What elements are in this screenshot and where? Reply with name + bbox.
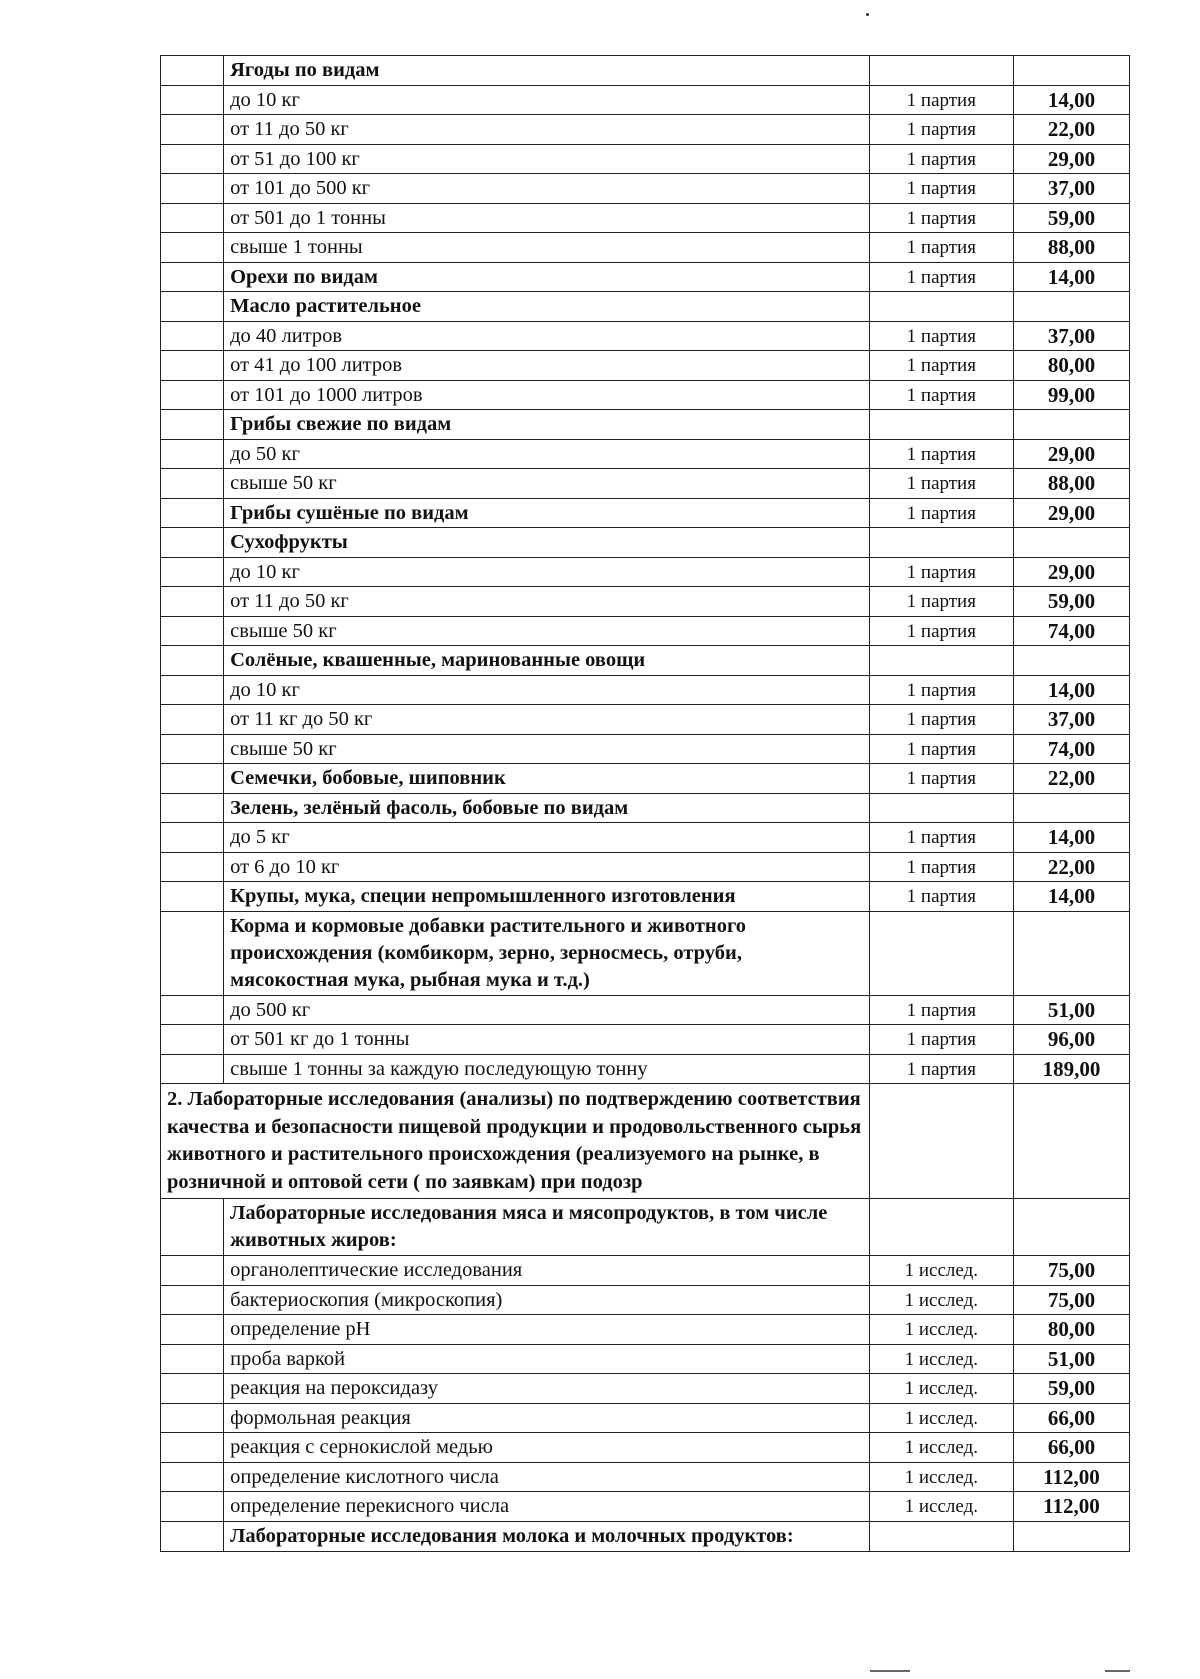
number-cell (161, 1374, 224, 1404)
price-row (161, 439, 1130, 469)
item-name: реакция с сернокислой медью (224, 1433, 870, 1463)
number-cell (161, 262, 224, 292)
item-name: до 10 кг (224, 557, 870, 587)
unit-cell-empty (869, 646, 1013, 676)
number-cell (161, 1462, 224, 1492)
number-cell (161, 882, 224, 912)
number-cell (161, 823, 224, 853)
price-cell: 96,00 (1013, 1025, 1129, 1055)
number-cell (161, 764, 224, 794)
unit-cell-empty (869, 1084, 1013, 1199)
number-cell (161, 1025, 224, 1055)
unit-cell: 1 партия (869, 852, 1013, 882)
price-cell: 14,00 (1013, 823, 1129, 853)
price-cell: 37,00 (1013, 174, 1129, 204)
price-cell: 59,00 (1013, 203, 1129, 233)
price-cell: 80,00 (1013, 351, 1129, 381)
price-row (161, 557, 1130, 587)
price-row (161, 1256, 1130, 1286)
unit-cell: 1 партия (869, 174, 1013, 204)
item-name: свыше 1 тонны за каждую последующую тонну (224, 1054, 870, 1084)
category-name: Сухофрукты (224, 528, 870, 558)
scan-artifact (1105, 1670, 1130, 1672)
price-cell-empty (1013, 292, 1129, 322)
unit-cell: 1 партия (869, 321, 1013, 351)
price-cell: 189,00 (1013, 1054, 1129, 1084)
price-row (161, 1433, 1130, 1463)
number-cell (161, 1433, 224, 1463)
price-cell: 29,00 (1013, 439, 1129, 469)
number-cell (161, 56, 224, 86)
price-row (161, 380, 1130, 410)
item-name: от 101 до 1000 литров (224, 380, 870, 410)
number-cell (161, 233, 224, 263)
item-name: бактериоскопия (микроскопия) (224, 1285, 870, 1315)
category-row (161, 1521, 1130, 1551)
item-name: формольная реакция (224, 1403, 870, 1433)
price-cell: 112,00 (1013, 1462, 1129, 1492)
section-row (161, 1084, 1130, 1199)
price-cell-empty (1013, 56, 1129, 86)
item-name: до 500 кг (224, 995, 870, 1025)
item-name: от 11 до 50 кг (224, 115, 870, 145)
number-cell (161, 1403, 224, 1433)
price-row (161, 351, 1130, 381)
item-name: свыше 50 кг (224, 616, 870, 646)
unit-cell: 1 партия (869, 85, 1013, 115)
unit-cell: 1 исслед. (869, 1344, 1013, 1374)
number-cell (161, 1492, 224, 1522)
item-name: органолептические исследования (224, 1256, 870, 1286)
category-row (161, 528, 1130, 558)
price-cell-empty (1013, 410, 1129, 440)
number-cell (161, 321, 224, 351)
number-cell (161, 911, 224, 995)
category-row (161, 56, 1130, 86)
price-cell-empty (1013, 911, 1129, 995)
item-name: свыше 50 кг (224, 469, 870, 499)
number-cell (161, 1199, 224, 1256)
price-row (161, 1374, 1130, 1404)
price-cell: 14,00 (1013, 675, 1129, 705)
number-cell (161, 675, 224, 705)
item-name: Крупы, мука, специи непромышленного изготовления (224, 882, 870, 912)
unit-cell: 1 партия (869, 705, 1013, 735)
number-cell (161, 734, 224, 764)
item-name: от 51 до 100 кг (224, 144, 870, 174)
price-row (161, 995, 1130, 1025)
category-row (161, 1199, 1130, 1256)
price-cell: 29,00 (1013, 557, 1129, 587)
price-row (161, 675, 1130, 705)
item-name: до 40 литров (224, 321, 870, 351)
number-cell (161, 380, 224, 410)
category-row (161, 793, 1130, 823)
item-name: от 11 до 50 кг (224, 587, 870, 617)
number-cell (161, 115, 224, 145)
unit-cell-empty (869, 1521, 1013, 1551)
price-cell: 37,00 (1013, 321, 1129, 351)
price-row (161, 321, 1130, 351)
item-name: свыше 50 кг (224, 734, 870, 764)
unit-cell-empty (869, 292, 1013, 322)
item-name: от 501 кг до 1 тонны (224, 1025, 870, 1055)
price-row (161, 1285, 1130, 1315)
item-name: до 5 кг (224, 823, 870, 853)
item-name: от 41 до 100 литров (224, 351, 870, 381)
price-row (161, 705, 1130, 735)
item-name: Орехи по видам (224, 262, 870, 292)
number-cell (161, 646, 224, 676)
category-name: Грибы свежие по видам (224, 410, 870, 440)
category-name: Корма и кормовые добавки растительного и животного происхождения (комбикорм, зерно, зерносмесь, отруби, мясокостная мука, рыбная мука и т.д.) (224, 911, 870, 995)
unit-cell: 1 исслед. (869, 1285, 1013, 1315)
number-cell (161, 410, 224, 440)
unit-cell: 1 партия (869, 823, 1013, 853)
item-name: от 11 кг до 50 кг (224, 705, 870, 735)
price-cell: 99,00 (1013, 380, 1129, 410)
price-cell-empty (1013, 1521, 1129, 1551)
price-row (161, 174, 1130, 204)
price-cell: 14,00 (1013, 882, 1129, 912)
item-name: от 501 до 1 тонны (224, 203, 870, 233)
price-cell: 59,00 (1013, 1374, 1129, 1404)
unit-cell: 1 партия (869, 115, 1013, 145)
number-cell (161, 1521, 224, 1551)
price-cell: 80,00 (1013, 1315, 1129, 1345)
unit-cell: 1 партия (869, 587, 1013, 617)
unit-cell-empty (869, 1199, 1013, 1256)
unit-cell: 1 партия (869, 995, 1013, 1025)
number-cell (161, 528, 224, 558)
price-row (161, 144, 1130, 174)
unit-cell: 1 партия (869, 351, 1013, 381)
unit-cell: 1 партия (869, 675, 1013, 705)
number-cell (161, 705, 224, 735)
category-name: Масло растительное (224, 292, 870, 322)
category-row (161, 410, 1130, 440)
price-table (160, 55, 1130, 1552)
unit-cell: 1 партия (869, 469, 1013, 499)
price-row (161, 469, 1130, 499)
price-cell: 51,00 (1013, 1344, 1129, 1374)
price-cell: 29,00 (1013, 498, 1129, 528)
item-name: Грибы сушёные по видам (224, 498, 870, 528)
unit-cell: 1 партия (869, 262, 1013, 292)
price-cell: 22,00 (1013, 764, 1129, 794)
number-cell (161, 203, 224, 233)
price-row (161, 882, 1130, 912)
price-row (161, 233, 1130, 263)
price-cell: 14,00 (1013, 262, 1129, 292)
category-row (161, 646, 1130, 676)
price-row (161, 1403, 1130, 1433)
price-cell: 74,00 (1013, 616, 1129, 646)
number-cell (161, 469, 224, 499)
unit-cell-empty (869, 56, 1013, 86)
unit-cell: 1 партия (869, 764, 1013, 794)
number-cell (161, 351, 224, 381)
price-cell: 66,00 (1013, 1433, 1129, 1463)
price-row (161, 1054, 1130, 1084)
unit-cell: 1 партия (869, 233, 1013, 263)
category-name: Ягоды по видам (224, 56, 870, 86)
price-row (161, 1315, 1130, 1345)
price-row (161, 764, 1130, 794)
number-cell (161, 1256, 224, 1286)
unit-cell: 1 партия (869, 1025, 1013, 1055)
price-cell-empty (1013, 528, 1129, 558)
number-cell (161, 616, 224, 646)
price-cell: 74,00 (1013, 734, 1129, 764)
unit-cell: 1 партия (869, 882, 1013, 912)
number-cell (161, 1285, 224, 1315)
price-cell-empty (1013, 793, 1129, 823)
price-table-body (161, 56, 1130, 1552)
price-row (161, 852, 1130, 882)
category-row (161, 911, 1130, 995)
category-name: Лабораторные исследования мяса и мясопродуктов, в том числе животных жиров: (224, 1199, 870, 1256)
price-row (161, 616, 1130, 646)
unit-cell: 1 исслед. (869, 1315, 1013, 1345)
price-row (161, 1025, 1130, 1055)
unit-cell: 1 партия (869, 1054, 1013, 1084)
item-name: до 10 кг (224, 85, 870, 115)
scan-speck (866, 13, 869, 16)
unit-cell: 1 партия (869, 380, 1013, 410)
number-cell (161, 174, 224, 204)
category-name: Зелень, зелёный фасоль, бобовые по видам (224, 793, 870, 823)
number-cell (161, 498, 224, 528)
price-cell: 29,00 (1013, 144, 1129, 174)
unit-cell: 1 исслед. (869, 1433, 1013, 1463)
number-cell (161, 587, 224, 617)
unit-cell: 1 исслед. (869, 1462, 1013, 1492)
item-name: от 101 до 500 кг (224, 174, 870, 204)
price-row (161, 823, 1130, 853)
item-name: реакция на пероксидазу (224, 1374, 870, 1404)
price-cell: 88,00 (1013, 469, 1129, 499)
price-row (161, 1344, 1130, 1374)
unit-cell: 1 исслед. (869, 1492, 1013, 1522)
category-name: Лабораторные исследования молока и молочных продуктов: (224, 1521, 870, 1551)
price-cell: 88,00 (1013, 233, 1129, 263)
price-cell: 112,00 (1013, 1492, 1129, 1522)
item-name: определение кислотного числа (224, 1462, 870, 1492)
number-cell (161, 995, 224, 1025)
unit-cell: 1 партия (869, 498, 1013, 528)
price-cell-empty (1013, 646, 1129, 676)
unit-cell: 1 исслед. (869, 1374, 1013, 1404)
price-cell: 75,00 (1013, 1285, 1129, 1315)
price-cell: 75,00 (1013, 1256, 1129, 1286)
price-cell-empty (1013, 1199, 1129, 1256)
price-cell: 22,00 (1013, 115, 1129, 145)
price-row (161, 262, 1130, 292)
number-cell (161, 1315, 224, 1345)
number-cell (161, 1344, 224, 1374)
price-row (161, 203, 1130, 233)
unit-cell: 1 партия (869, 557, 1013, 587)
price-row (161, 85, 1130, 115)
item-name: от 6 до 10 кг (224, 852, 870, 882)
item-name: проба варкой (224, 1344, 870, 1374)
number-cell (161, 144, 224, 174)
unit-cell-empty (869, 911, 1013, 995)
price-row (161, 498, 1130, 528)
section-title: 2. Лабораторные исследования (анализы) по подтверждению соответствия качества и безопасности пищевой продукции и продовольственного сырья животного и растительного происхождения (реализуемого на рынке, в розничной и оптовой сети ( по заявкам) при подозр (161, 1084, 870, 1199)
price-row (161, 734, 1130, 764)
unit-cell-empty (869, 793, 1013, 823)
price-cell: 37,00 (1013, 705, 1129, 735)
price-cell: 59,00 (1013, 587, 1129, 617)
scan-artifact (870, 1670, 910, 1672)
price-row (161, 115, 1130, 145)
number-cell (161, 852, 224, 882)
number-cell (161, 439, 224, 469)
unit-cell-empty (869, 410, 1013, 440)
item-name: свыше 1 тонны (224, 233, 870, 263)
price-row (161, 587, 1130, 617)
price-cell: 22,00 (1013, 852, 1129, 882)
unit-cell: 1 партия (869, 144, 1013, 174)
price-cell: 14,00 (1013, 85, 1129, 115)
number-cell (161, 1054, 224, 1084)
unit-cell: 1 партия (869, 439, 1013, 469)
unit-cell: 1 партия (869, 734, 1013, 764)
price-cell: 51,00 (1013, 995, 1129, 1025)
price-row (161, 1462, 1130, 1492)
unit-cell-empty (869, 528, 1013, 558)
category-row (161, 292, 1130, 322)
number-cell (161, 557, 224, 587)
unit-cell: 1 партия (869, 616, 1013, 646)
price-cell: 66,00 (1013, 1403, 1129, 1433)
item-name: определение перекисного числа (224, 1492, 870, 1522)
unit-cell: 1 исслед. (869, 1256, 1013, 1286)
item-name: до 10 кг (224, 675, 870, 705)
number-cell (161, 793, 224, 823)
unit-cell: 1 партия (869, 203, 1013, 233)
price-row (161, 1492, 1130, 1522)
category-name: Солёные, квашенные, маринованные овощи (224, 646, 870, 676)
item-name: до 50 кг (224, 439, 870, 469)
number-cell (161, 292, 224, 322)
number-cell (161, 85, 224, 115)
unit-cell: 1 исслед. (869, 1403, 1013, 1433)
item-name: Семечки, бобовые, шиповник (224, 764, 870, 794)
price-cell-empty (1013, 1084, 1129, 1199)
item-name: определение рН (224, 1315, 870, 1345)
